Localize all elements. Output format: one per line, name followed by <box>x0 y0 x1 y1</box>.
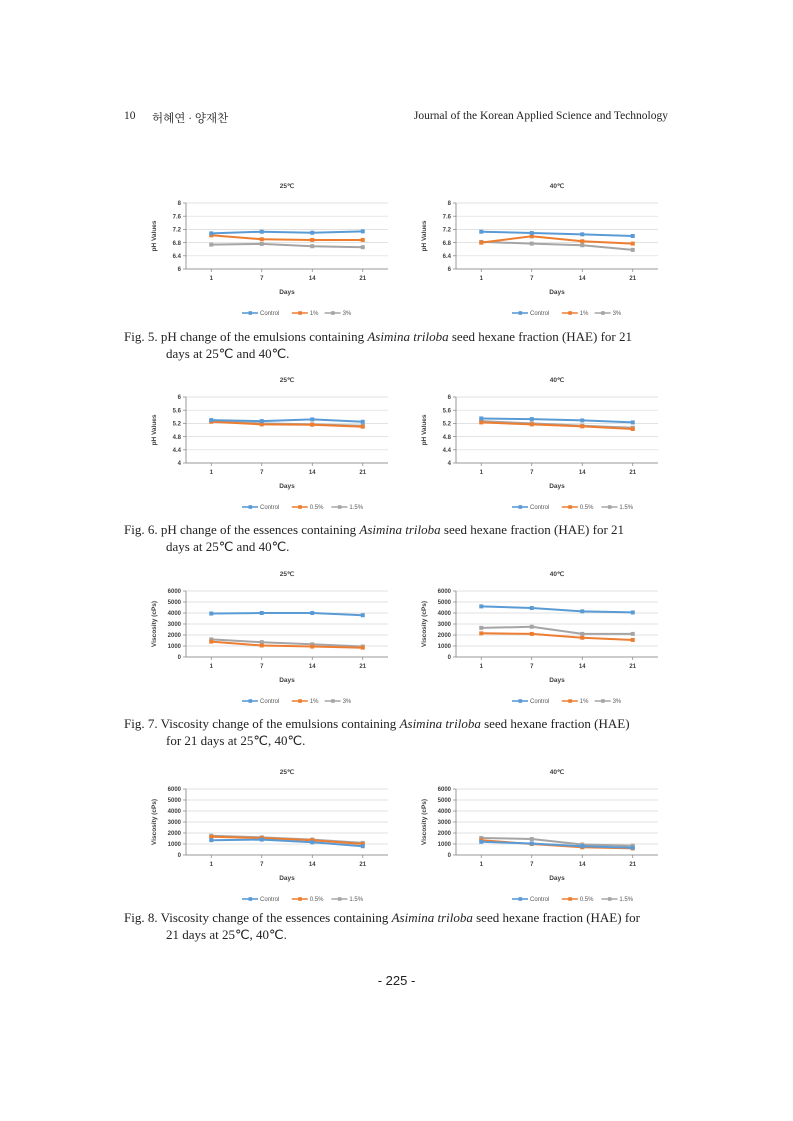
x-tick-label: 1 <box>479 276 483 282</box>
figure-8-chart-40c <box>408 764 668 909</box>
data-point <box>530 422 534 426</box>
legend-label: 0.5% <box>579 505 594 512</box>
data-point <box>530 242 534 246</box>
legend-label: Control <box>530 897 550 904</box>
x-axis-label: Days <box>549 875 565 882</box>
data-point <box>310 423 314 427</box>
legend-marker <box>338 505 342 509</box>
data-point <box>530 606 534 610</box>
data-point <box>580 243 584 247</box>
x-tick-label: 7 <box>260 862 264 868</box>
data-point <box>530 837 534 841</box>
legend-label: 0.5% <box>309 897 324 904</box>
header-journal: Journal of the Korean Applied Science and Technology <box>413 110 668 122</box>
y-tick-label: 1000 <box>167 842 181 849</box>
y-tick-label: 7.2 <box>172 227 181 234</box>
figure-8-chart-25c <box>138 764 398 909</box>
caption-text: Fig. 7. Viscosity change of the emulsions containing <box>124 716 400 731</box>
legend-label: 0.5% <box>579 897 594 904</box>
x-tick-label: 14 <box>578 276 586 282</box>
y-tick-label: 4.8 <box>172 434 181 441</box>
x-tick-label: 14 <box>578 470 586 476</box>
caption-text: Fig. 8. Viscosity change of the essences containing <box>124 910 392 925</box>
chart-svg <box>138 372 398 517</box>
legend-label: 3% <box>342 311 352 318</box>
data-point <box>209 418 213 422</box>
y-tick-label: 4 <box>177 461 181 468</box>
y-tick-label: 6.8 <box>442 240 451 247</box>
legend-marker <box>249 699 253 703</box>
x-axis-label: Days <box>279 483 295 490</box>
data-point <box>530 231 534 235</box>
legend-marker <box>249 897 253 901</box>
legend-label: 1.5% <box>619 505 634 512</box>
data-point <box>530 841 534 845</box>
legend-marker <box>519 699 523 703</box>
x-tick-label: 21 <box>359 470 367 476</box>
legend-marker <box>249 505 253 509</box>
data-point <box>361 229 365 233</box>
legend-label: 1% <box>309 699 319 706</box>
figure-5-caption <box>124 328 669 362</box>
y-tick-label: 5000 <box>167 798 181 805</box>
legend-marker <box>568 897 572 901</box>
y-axis-label: Viscosity (cPs) <box>421 600 428 648</box>
data-point <box>479 626 483 630</box>
legend-marker <box>608 897 612 901</box>
legend-label: 3% <box>342 699 352 706</box>
caption-text: seed hexane fraction (HAE) for 21 <box>440 522 625 537</box>
chart-svg <box>138 566 398 711</box>
legend-marker <box>298 311 302 315</box>
x-axis-label: Days <box>279 875 295 882</box>
y-tick-label: 7.6 <box>172 214 181 221</box>
data-point <box>361 844 365 848</box>
figure-5-chart-40c <box>408 178 668 323</box>
legend-marker <box>519 311 523 315</box>
series-line-Control <box>211 613 362 615</box>
data-point <box>631 632 635 636</box>
x-tick-label: 1 <box>479 470 483 476</box>
y-tick-label: 0 <box>177 655 181 662</box>
y-axis-label: pH Values <box>421 220 428 252</box>
chart-svg <box>408 178 668 323</box>
data-point <box>631 846 635 850</box>
y-tick-label: 6 <box>447 267 451 274</box>
x-tick-label: 1 <box>479 664 483 670</box>
y-tick-label: 5.6 <box>442 408 451 415</box>
data-point <box>260 611 264 615</box>
x-tick-label: 7 <box>260 276 264 282</box>
data-point <box>631 610 635 614</box>
x-axis-label: Days <box>279 289 295 296</box>
legend-marker <box>568 699 572 703</box>
legend-label: 3% <box>612 699 622 706</box>
x-tick-label: 14 <box>578 862 586 868</box>
x-tick-label: 1 <box>479 862 483 868</box>
y-tick-label: 7.2 <box>442 227 451 234</box>
y-tick-label: 1000 <box>437 644 451 651</box>
figure-7-caption <box>124 715 669 749</box>
y-axis-label: pH Values <box>151 414 158 446</box>
data-point <box>310 645 314 649</box>
data-point <box>580 232 584 236</box>
y-axis-label: pH Values <box>421 414 428 446</box>
y-tick-label: 1000 <box>437 842 451 849</box>
y-axis-label: Viscosity (cPs) <box>421 798 428 846</box>
data-point <box>260 230 264 234</box>
data-point <box>361 646 365 650</box>
caption-line-2: for 21 days at 25℃, 40℃. <box>166 733 306 748</box>
y-tick-label: 5000 <box>167 600 181 607</box>
y-tick-label: 4 <box>447 461 451 468</box>
legend-label: Control <box>260 699 280 706</box>
x-tick-label: 14 <box>308 470 316 476</box>
y-tick-label: 2000 <box>437 831 451 838</box>
x-tick-label: 21 <box>359 276 367 282</box>
data-point <box>580 424 584 428</box>
data-point <box>361 425 365 429</box>
y-tick-label: 0 <box>447 655 451 662</box>
data-point <box>260 242 264 246</box>
y-tick-label: 6000 <box>437 787 451 794</box>
figure-7-chart-25c <box>138 566 398 711</box>
y-tick-label: 4000 <box>437 809 451 816</box>
legend-marker <box>568 505 572 509</box>
chart-svg <box>138 764 398 909</box>
y-tick-label: 6 <box>447 395 451 402</box>
caption-line-2: days at 25℃ and 40℃. <box>166 539 290 554</box>
legend-label: 1.5% <box>349 897 364 904</box>
data-point <box>209 612 213 616</box>
data-point <box>631 420 635 424</box>
legend-marker <box>601 311 605 315</box>
chart-title: 25℃ <box>279 571 295 578</box>
legend-marker <box>608 505 612 509</box>
y-axis-label: pH Values <box>151 220 158 252</box>
x-tick-label: 14 <box>308 276 316 282</box>
x-tick-label: 14 <box>308 664 316 670</box>
x-tick-label: 7 <box>530 276 534 282</box>
data-point <box>479 631 483 635</box>
y-tick-label: 5.6 <box>172 408 181 415</box>
y-tick-label: 5000 <box>437 798 451 805</box>
y-tick-label: 0 <box>447 853 451 860</box>
data-point <box>479 604 483 608</box>
series-line-Control <box>481 232 633 236</box>
data-point <box>361 613 365 617</box>
data-point <box>361 420 365 424</box>
data-point <box>260 419 264 423</box>
x-tick-label: 7 <box>530 664 534 670</box>
data-point <box>310 840 314 844</box>
y-tick-label: 4000 <box>167 809 181 816</box>
data-point <box>209 231 213 235</box>
legend-label: 1% <box>309 311 319 318</box>
y-tick-label: 2000 <box>437 633 451 640</box>
data-point <box>260 643 264 647</box>
y-tick-label: 8 <box>447 201 451 208</box>
data-point <box>479 416 483 420</box>
x-tick-label: 7 <box>530 862 534 868</box>
y-tick-label: 3000 <box>437 622 451 629</box>
data-point <box>479 230 483 234</box>
figure-6-chart-25c <box>138 372 398 517</box>
legend-label: 3% <box>612 311 622 318</box>
legend-marker <box>601 699 605 703</box>
data-point <box>580 632 584 636</box>
legend-label: Control <box>260 897 280 904</box>
data-point <box>580 418 584 422</box>
y-tick-label: 6000 <box>167 787 181 794</box>
caption-line-2: days at 25℃ and 40℃. <box>166 346 290 361</box>
chart-svg <box>408 372 668 517</box>
data-point <box>479 840 483 844</box>
x-axis-label: Days <box>279 677 295 684</box>
caption-text: Fig. 6. pH change of the essences containing <box>124 522 360 537</box>
data-point <box>580 844 584 848</box>
caption-line-2: 21 days at 25℃, 40℃. <box>166 927 287 942</box>
chart-svg <box>408 764 668 909</box>
data-point <box>631 234 635 238</box>
y-tick-label: 3000 <box>437 820 451 827</box>
legend-marker <box>338 897 342 901</box>
y-tick-label: 4000 <box>437 611 451 618</box>
caption-text: seed hexane fraction (HAE) for <box>472 910 640 925</box>
data-point <box>361 245 365 249</box>
data-point <box>580 239 584 243</box>
chart-title: 25℃ <box>279 183 295 190</box>
x-axis-label: Days <box>549 677 565 684</box>
data-point <box>361 238 365 242</box>
y-tick-label: 6000 <box>167 589 181 596</box>
legend-label: 0.5% <box>309 505 324 512</box>
data-point <box>260 237 264 241</box>
legend-marker <box>298 505 302 509</box>
chart-title: 40℃ <box>549 571 565 578</box>
x-tick-label: 21 <box>359 862 367 868</box>
data-point <box>530 417 534 421</box>
figure-8-caption <box>124 909 669 943</box>
chart-title: 25℃ <box>279 769 295 776</box>
chart-title: 40℃ <box>549 183 565 190</box>
y-tick-label: 2000 <box>167 831 181 838</box>
data-point <box>310 238 314 242</box>
y-tick-label: 3000 <box>167 622 181 629</box>
series-line-Control <box>481 606 633 612</box>
y-axis-label: Viscosity (cPs) <box>151 798 158 846</box>
y-tick-label: 6.4 <box>442 254 451 260</box>
legend-marker <box>298 699 302 703</box>
x-axis-label: Days <box>549 483 565 490</box>
data-point <box>310 244 314 248</box>
figure-6-caption <box>124 521 669 555</box>
x-tick-label: 1 <box>209 862 213 868</box>
y-axis-label: Viscosity (cPs) <box>151 600 158 648</box>
data-point <box>479 420 483 424</box>
chart-title: 40℃ <box>549 377 565 384</box>
x-tick-label: 14 <box>578 664 586 670</box>
x-tick-label: 1 <box>209 276 213 282</box>
y-tick-label: 5.2 <box>172 421 181 428</box>
x-axis-label: Days <box>549 289 565 296</box>
legend-label: Control <box>530 699 550 706</box>
x-tick-label: 21 <box>359 664 367 670</box>
legend-marker <box>519 897 523 901</box>
data-point <box>260 838 264 842</box>
x-tick-label: 21 <box>629 470 637 476</box>
x-tick-label: 14 <box>308 862 316 868</box>
data-point <box>209 243 213 247</box>
figure-6-chart-40c <box>408 372 668 517</box>
figure-5-chart-25c <box>138 178 398 323</box>
data-point <box>631 248 635 252</box>
y-tick-label: 2000 <box>167 633 181 640</box>
x-tick-label: 1 <box>209 470 213 476</box>
x-tick-label: 1 <box>209 664 213 670</box>
y-tick-label: 4.4 <box>442 448 451 454</box>
legend-marker <box>331 699 335 703</box>
y-tick-label: 6.4 <box>172 254 181 260</box>
legend-marker <box>568 311 572 315</box>
data-point <box>631 638 635 642</box>
caption-species: Asimina triloba <box>367 329 449 344</box>
data-point <box>310 231 314 235</box>
y-tick-label: 7.6 <box>442 214 451 221</box>
data-point <box>530 632 534 636</box>
legend-label: 1.5% <box>619 897 634 904</box>
series-line-3% <box>211 244 362 247</box>
header-page-number: 10 <box>124 110 136 122</box>
y-tick-label: 5000 <box>437 600 451 607</box>
x-tick-label: 7 <box>260 664 264 670</box>
header-authors: 허혜연 · 양재찬 <box>152 113 229 125</box>
legend-marker <box>298 897 302 901</box>
y-tick-label: 8 <box>177 201 181 208</box>
data-point <box>530 625 534 629</box>
legend-label: Control <box>530 505 550 512</box>
y-tick-label: 6000 <box>437 589 451 596</box>
chart-title: 25℃ <box>279 377 295 384</box>
data-point <box>310 417 314 421</box>
legend-marker <box>331 311 335 315</box>
series-line-Control <box>211 231 362 233</box>
caption-species: Asimina triloba <box>399 716 481 731</box>
y-tick-label: 4.4 <box>172 448 181 454</box>
caption-species: Asimina triloba <box>359 522 441 537</box>
y-tick-label: 6.8 <box>172 240 181 247</box>
chart-svg <box>138 178 398 323</box>
series-line-Control <box>211 419 362 421</box>
y-tick-label: 6 <box>177 395 181 402</box>
legend-marker <box>519 505 523 509</box>
running-header <box>124 110 668 128</box>
legend-label: Control <box>260 311 280 318</box>
data-point <box>310 611 314 615</box>
chart-title: 40℃ <box>549 769 565 776</box>
caption-species: Asimina triloba <box>391 910 473 925</box>
legend-marker <box>249 311 253 315</box>
legend-label: 1% <box>579 699 589 706</box>
x-tick-label: 21 <box>629 664 637 670</box>
data-point <box>209 640 213 644</box>
series-line-1% <box>211 235 362 240</box>
x-tick-label: 7 <box>260 470 264 476</box>
y-tick-label: 5.2 <box>442 421 451 428</box>
y-tick-label: 3000 <box>167 820 181 827</box>
x-tick-label: 21 <box>629 862 637 868</box>
legend-label: 1.5% <box>349 505 364 512</box>
data-point <box>580 636 584 640</box>
caption-text: Fig. 5. pH change of the emulsions containing <box>124 329 368 344</box>
x-tick-label: 21 <box>629 276 637 282</box>
data-point <box>479 241 483 245</box>
y-tick-label: 1000 <box>167 644 181 651</box>
data-point <box>209 838 213 842</box>
y-tick-label: 4000 <box>167 611 181 618</box>
legend-label: 1% <box>579 311 589 318</box>
y-tick-label: 0 <box>177 853 181 860</box>
page-footer: - 225 - <box>377 973 416 988</box>
figure-7-chart-40c <box>408 566 668 711</box>
x-tick-label: 7 <box>530 470 534 476</box>
data-point <box>580 609 584 613</box>
y-tick-label: 4.8 <box>442 434 451 441</box>
data-point <box>631 242 635 246</box>
data-point <box>631 427 635 431</box>
chart-svg <box>408 566 668 711</box>
caption-text: seed hexane fraction (HAE) <box>480 716 630 731</box>
y-tick-label: 6 <box>177 267 181 274</box>
legend-label: Control <box>530 311 550 318</box>
legend-label: Control <box>260 505 280 512</box>
caption-text: seed hexane fraction (HAE) for 21 <box>448 329 632 344</box>
